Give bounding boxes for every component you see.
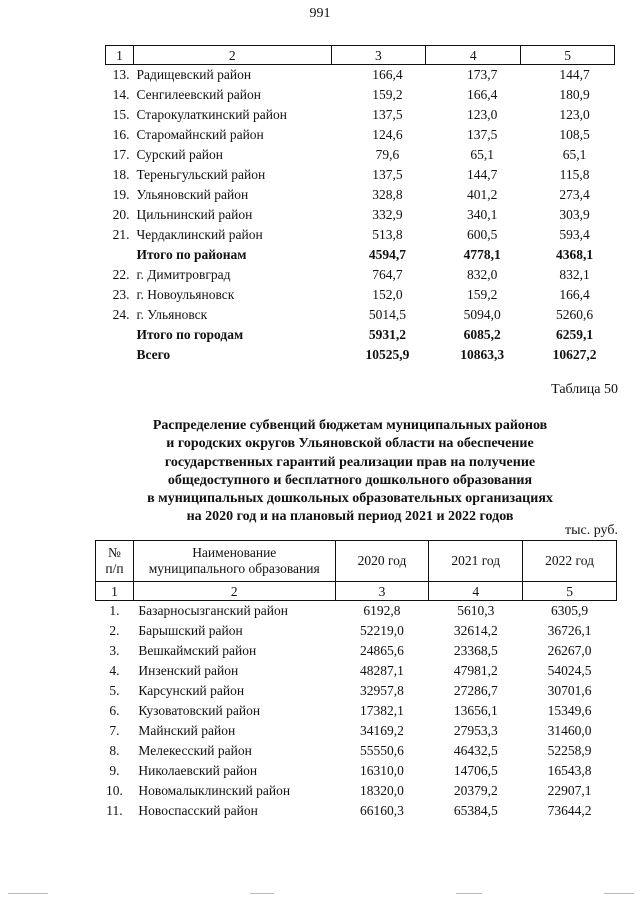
value-2020: 24865,6 <box>360 643 404 659</box>
value-2020: 55550,6 <box>360 743 404 759</box>
value-2022: 115,8 <box>559 167 590 183</box>
value-2021: 20379,2 <box>453 783 498 799</box>
row-number: 24. <box>112 307 130 323</box>
value-2021: 27286,7 <box>453 683 498 699</box>
row-number <box>106 345 134 365</box>
value-2020: 5931,2 <box>368 327 406 343</box>
row-name: Новоспасский район <box>138 803 258 819</box>
value-2020: 66160,3 <box>360 803 404 819</box>
value-2020: 166,4 <box>372 67 403 83</box>
value-2020: 79,6 <box>375 147 400 163</box>
row-number: 3. <box>109 643 120 659</box>
row-name: Базарносызганский район <box>138 603 289 619</box>
row-name: Барышский район <box>138 623 243 639</box>
value-2022: 52258,9 <box>547 743 592 759</box>
value-2021: 144,7 <box>467 167 498 183</box>
value-2021: 137,5 <box>467 127 498 143</box>
table-row <box>96 621 617 641</box>
value-2021: 27953,3 <box>453 723 498 739</box>
table-row <box>106 145 615 165</box>
row-number: 6. <box>109 703 120 719</box>
table-row <box>106 185 615 205</box>
column-index: 2 <box>133 582 335 601</box>
row-name: Итого по городам <box>136 327 244 343</box>
value-2022: 54024,5 <box>547 663 592 679</box>
value-2022: 10627,2 <box>552 347 597 363</box>
value-2022: 108,5 <box>559 127 590 143</box>
page-number: 991 <box>309 6 331 21</box>
row-name: Цильнинский район <box>136 207 253 223</box>
title-line: на 2020 год и на плановый период 2021 и 2022 годов <box>186 509 514 525</box>
scan-artifact <box>456 893 482 894</box>
value-2022: 65,1 <box>562 147 587 163</box>
header-2022: 2022 год <box>523 541 617 582</box>
value-2020: 513,8 <box>372 227 403 243</box>
column-index: 3 <box>331 46 426 65</box>
column-index: 4 <box>426 46 521 65</box>
value-2022: 180,9 <box>559 87 590 103</box>
row-name: г. Димитровград <box>136 267 231 283</box>
row-name: г. Новоульяновск <box>136 287 235 303</box>
column-index-row <box>96 582 617 601</box>
table-row <box>96 681 617 701</box>
total-row <box>106 345 615 365</box>
header-2020: 2020 год <box>335 541 429 582</box>
row-name: Старомайнский район <box>136 127 264 143</box>
value-2020: 52219,0 <box>360 623 404 639</box>
value-2021: 10863,3 <box>460 347 505 363</box>
table-header-row <box>96 541 617 582</box>
value-2021: 23368,5 <box>453 643 498 659</box>
value-2021: 159,2 <box>467 287 498 303</box>
table-row <box>96 641 617 661</box>
row-number: 21. <box>112 227 130 243</box>
row-number: 4. <box>109 663 120 679</box>
column-index: 1 <box>106 46 134 65</box>
header-number-abbr: п/п <box>105 561 124 576</box>
column-index: 4 <box>429 582 523 601</box>
title-line: Распределение субвенций бюджетам муниципальных районов <box>152 418 548 433</box>
value-2020: 16310,0 <box>360 763 404 779</box>
row-name: Николаевский район <box>138 763 258 779</box>
row-name: Ульяновский район <box>136 187 249 203</box>
table-row <box>106 285 615 305</box>
value-2022: 832,1 <box>559 267 590 283</box>
table-row <box>106 265 615 285</box>
value-2020: 17382,1 <box>360 703 404 719</box>
value-2020: 48287,1 <box>360 663 404 679</box>
scan-artifact <box>8 893 48 894</box>
value-2022: 22907,1 <box>547 783 592 799</box>
row-number: 9. <box>109 763 120 779</box>
value-2020: 152,0 <box>372 287 403 303</box>
table-row <box>96 761 617 781</box>
value-2021: 65384,5 <box>453 803 498 819</box>
scan-artifact <box>604 893 634 894</box>
value-2022: 6259,1 <box>556 327 594 343</box>
row-name: Вешкаймский район <box>138 643 257 659</box>
header-2021: 2021 год <box>429 541 523 582</box>
scan-artifact <box>250 893 274 894</box>
table-row <box>96 801 617 821</box>
row-number: 10. <box>106 783 123 799</box>
value-2020: 137,5 <box>372 167 403 183</box>
total-row <box>106 325 615 345</box>
row-name: Итого по районам <box>136 247 247 263</box>
table-row <box>96 601 617 622</box>
value-2021: 600,5 <box>467 227 498 243</box>
table-row <box>106 165 615 185</box>
row-number: 2. <box>109 623 120 639</box>
table-row <box>96 781 617 801</box>
value-2020: 10525,9 <box>365 347 410 363</box>
value-2020: 764,7 <box>372 267 403 283</box>
column-index-row <box>106 46 615 65</box>
header-number-symbol: № <box>108 545 121 560</box>
value-2022: 26267,0 <box>547 643 592 659</box>
value-2022: 73644,2 <box>547 803 592 819</box>
header-name-line: муниципального образования <box>148 561 320 576</box>
value-2021: 166,4 <box>467 87 498 103</box>
table-row <box>96 701 617 721</box>
value-2022: 30701,6 <box>547 683 592 699</box>
value-2021: 173,7 <box>467 67 498 83</box>
row-name: г. Ульяновск <box>136 307 208 323</box>
value-2020: 32957,8 <box>360 683 404 699</box>
row-number: 15. <box>112 107 130 123</box>
value-2020: 4594,7 <box>368 247 406 263</box>
value-2022: 31460,0 <box>547 723 592 739</box>
column-index: 5 <box>521 46 615 65</box>
table-row <box>106 105 615 125</box>
value-2022: 15349,6 <box>547 703 592 719</box>
value-2022: 6305,9 <box>551 603 589 619</box>
value-2020: 328,8 <box>372 187 403 203</box>
value-2022: 144,7 <box>559 67 590 83</box>
row-name: Чердаклинский район <box>136 227 263 243</box>
value-2021: 340,1 <box>467 207 498 223</box>
value-2021: 46432,5 <box>453 743 498 759</box>
row-name: Сурский район <box>136 147 223 163</box>
table-row <box>106 205 615 225</box>
row-name: Радищевский район <box>136 67 252 83</box>
column-index: 1 <box>96 582 134 601</box>
value-2022: 273,4 <box>559 187 590 203</box>
value-2020: 137,5 <box>372 107 403 123</box>
row-name: Кузоватовский район <box>138 703 261 719</box>
table-row <box>96 661 617 681</box>
value-2020: 5014,5 <box>368 307 406 323</box>
value-2020: 332,9 <box>372 207 403 223</box>
row-number: 19. <box>112 187 130 203</box>
title-line: и городских округов Ульяновской области на обеспечение <box>166 436 534 452</box>
row-number: 13. <box>112 67 130 83</box>
row-name: Старокулаткинский район <box>136 107 287 123</box>
column-index: 3 <box>335 582 429 601</box>
row-number: 22. <box>112 267 130 283</box>
units-label: тыс. руб. <box>565 523 618 538</box>
value-2021: 401,2 <box>467 187 498 203</box>
row-name: Инзенский район <box>138 663 239 679</box>
value-2022: 593,4 <box>559 227 590 243</box>
value-2021: 32614,2 <box>453 623 498 639</box>
row-number: 1. <box>109 603 120 619</box>
value-2022: 166,4 <box>559 287 590 303</box>
value-2022: 4368,1 <box>556 247 594 263</box>
table-row <box>96 741 617 761</box>
row-number: 8. <box>109 743 120 759</box>
row-number: 5. <box>109 683 120 699</box>
value-2020: 159,2 <box>372 87 403 103</box>
row-number: 11. <box>106 803 123 819</box>
row-number <box>106 245 134 265</box>
value-2022: 16543,8 <box>547 763 592 779</box>
total-row <box>106 245 615 265</box>
value-2020: 6192,8 <box>363 603 401 619</box>
value-2021: 65,1 <box>470 147 495 163</box>
row-number: 23. <box>112 287 130 303</box>
column-index: 2 <box>133 46 331 65</box>
value-2021: 832,0 <box>467 267 498 283</box>
value-2021: 4778,1 <box>463 247 501 263</box>
value-2021: 6085,2 <box>463 327 501 343</box>
row-name: Майнский район <box>138 723 236 739</box>
table-row <box>106 85 615 105</box>
value-2021: 5610,3 <box>457 603 495 619</box>
title-line: общедоступного и бесплатного дошкольного образования <box>167 472 533 488</box>
table-row <box>96 721 617 741</box>
row-name: Сенгилеевский район <box>136 87 261 103</box>
value-2020: 124,6 <box>372 127 403 143</box>
value-2021: 123,0 <box>467 107 498 123</box>
value-2020: 18320,0 <box>360 783 404 799</box>
row-name: Мелекесский район <box>138 743 252 759</box>
row-name: Карсунский район <box>138 683 245 699</box>
table-caption: Таблица 50 <box>551 382 618 397</box>
value-2021: 5094,0 <box>463 307 501 323</box>
table-row <box>106 65 615 86</box>
value-2021: 47981,2 <box>453 663 498 679</box>
row-name: Тереньгульский район <box>136 167 266 183</box>
table-row <box>106 305 615 325</box>
row-number <box>106 325 134 345</box>
table-row <box>106 125 615 145</box>
row-number: 7. <box>109 723 120 739</box>
value-2022: 303,9 <box>559 207 590 223</box>
value-2022: 5260,6 <box>556 307 594 323</box>
title-line: в муниципальных дошкольных образовательных организациях <box>147 491 553 507</box>
table-row <box>106 225 615 245</box>
value-2022: 36726,1 <box>547 623 592 639</box>
value-2021: 14706,5 <box>453 763 498 779</box>
row-name: Новомалыклинский район <box>138 783 291 799</box>
row-number: 18. <box>112 167 130 183</box>
row-number: 17. <box>112 147 130 163</box>
value-2020: 34169,2 <box>360 723 404 739</box>
row-number: 14. <box>112 87 130 103</box>
header-number <box>96 541 134 582</box>
header-name-line: Наименование <box>192 545 277 560</box>
row-name: Всего <box>136 347 171 363</box>
title-line: государственных гарантий реализации прав на получение <box>164 454 536 470</box>
value-2022: 123,0 <box>559 107 590 123</box>
subsidy-table-continued <box>105 45 615 365</box>
subsidy-table-50 <box>95 540 617 821</box>
value-2021: 13656,1 <box>453 703 498 719</box>
row-number: 20. <box>112 207 130 223</box>
header-name <box>133 541 335 582</box>
row-number: 16. <box>112 127 130 143</box>
column-index: 5 <box>523 582 617 601</box>
document-title <box>100 417 600 527</box>
